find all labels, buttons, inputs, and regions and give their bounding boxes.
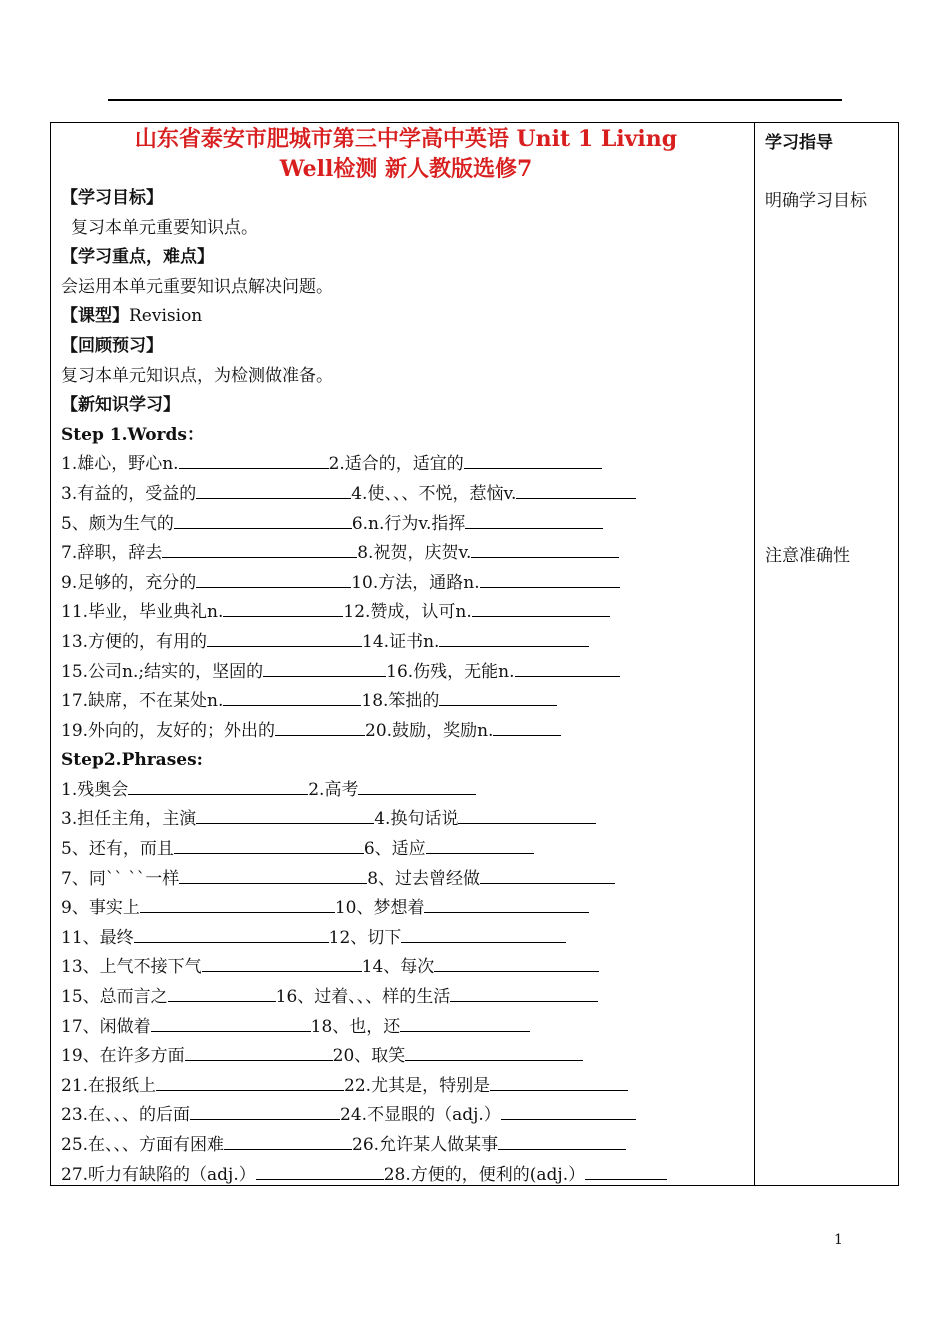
step1-heading: Step 1.Words：	[61, 424, 204, 445]
item-label: 5、还有，而且	[61, 839, 174, 860]
item-label: 27.听力有缺陷的（adj.）	[61, 1164, 256, 1185]
answer-blank[interactable]	[128, 777, 308, 795]
words-item	[61, 598, 751, 628]
title-line-2: Well检测 新人教版选修7	[279, 156, 533, 182]
type-heading: 【课型】	[61, 306, 129, 327]
answer-blank[interactable]	[223, 688, 361, 706]
item-label: 7、同`` ``一样	[61, 868, 180, 889]
words-item	[61, 450, 751, 480]
answer-blank[interactable]	[358, 777, 476, 795]
item-label: 20.鼓励，奖励n.	[365, 720, 494, 741]
answer-blank[interactable]	[156, 1073, 344, 1091]
answer-blank[interactable]	[585, 1162, 667, 1180]
answer-blank[interactable]	[401, 925, 566, 943]
phrases-item	[61, 835, 751, 865]
type-text: Revision	[129, 306, 203, 327]
answer-blank[interactable]	[516, 481, 636, 499]
words-item	[61, 717, 751, 747]
new-heading: 【新知识学习】	[61, 395, 180, 416]
item-label: 12.赞成，认可n.	[343, 602, 472, 623]
item-label: 1.雄心，野心n.	[61, 454, 179, 475]
answer-blank[interactable]	[190, 1102, 340, 1120]
answer-blank[interactable]	[424, 895, 589, 913]
answer-blank[interactable]	[464, 451, 602, 469]
phrases-item	[61, 953, 751, 983]
item-label: 17、闲做着	[61, 1016, 151, 1037]
item-label: 9.足够的，充分的	[61, 572, 197, 593]
answer-blank[interactable]	[196, 806, 374, 824]
sidebar-note-accuracy: 注意准确性	[765, 546, 850, 566]
phrases-item	[61, 1072, 751, 1102]
item-label: 16、过着、、、样的生活	[275, 987, 451, 1008]
answer-blank[interactable]	[223, 599, 343, 617]
answer-blank[interactable]	[501, 1102, 636, 1120]
answer-blank[interactable]	[439, 688, 557, 706]
answer-blank[interactable]	[426, 836, 534, 854]
document-title	[61, 124, 751, 184]
item-label: 8、过去曾经做	[367, 868, 481, 889]
answer-blank[interactable]	[196, 481, 351, 499]
answer-blank[interactable]	[196, 570, 351, 588]
phrases-item	[61, 1161, 751, 1191]
phrases-item	[61, 1131, 751, 1161]
item-label: 10、梦想着	[334, 898, 425, 919]
answer-blank[interactable]	[465, 511, 603, 529]
item-label: 21.在报纸上	[61, 1075, 157, 1096]
goal-heading: 【学习目标】	[61, 188, 163, 208]
item-label: 26.允许某人做某事	[352, 1135, 499, 1155]
answer-blank[interactable]	[439, 629, 589, 647]
answer-blank[interactable]	[458, 806, 596, 824]
words-item	[61, 539, 751, 569]
answer-blank[interactable]	[174, 836, 364, 854]
item-label: 18.笨拙的	[361, 691, 440, 712]
answer-blank[interactable]	[434, 954, 599, 972]
answer-blank[interactable]	[405, 1043, 583, 1061]
phrases-item	[61, 924, 751, 954]
item-label: 23.在、、、的后面	[61, 1105, 191, 1126]
answer-blank[interactable]	[151, 1014, 311, 1032]
title-line-1: 山东省泰安市肥城市第三中学高中英语 Unit 1 Living	[134, 126, 678, 152]
phrases-item	[61, 805, 751, 835]
words-list	[61, 450, 751, 746]
key-text: 会运用本单元重要知识点解决问题。	[61, 276, 333, 297]
phrases-item	[61, 1101, 751, 1131]
answer-blank[interactable]	[179, 451, 329, 469]
answer-blank[interactable]	[134, 925, 329, 943]
answer-blank[interactable]	[498, 1132, 626, 1150]
item-label: 19.外向的，友好的；外出的	[61, 720, 276, 741]
item-label: 14、每次	[361, 957, 435, 978]
step2-heading: Step2.Phrases:	[61, 750, 203, 771]
column-divider	[754, 122, 755, 1186]
answer-blank[interactable]	[179, 866, 367, 884]
answer-blank[interactable]	[224, 1132, 352, 1150]
item-label: 3.有益的，受益的	[61, 483, 197, 504]
phrases-item	[61, 1013, 751, 1043]
answer-blank[interactable]	[140, 895, 335, 913]
item-label: 12、切下	[328, 927, 402, 948]
item-label: 11、最终	[61, 927, 134, 948]
sidebar-note-goal: 明确学习目标	[765, 191, 867, 211]
answer-blank[interactable]	[202, 954, 362, 972]
answer-blank[interactable]	[471, 540, 619, 558]
words-item	[61, 569, 751, 599]
item-label: 24.不显眼的（adj.）	[340, 1105, 501, 1126]
header-rule	[108, 99, 842, 101]
answer-blank[interactable]	[493, 718, 561, 736]
phrases-item	[61, 776, 751, 806]
answer-blank[interactable]	[263, 659, 386, 677]
sidebar-heading: 学习指导	[765, 133, 833, 153]
phrases-item	[61, 865, 751, 895]
item-label: 8.祝贺，庆贺v.	[357, 543, 472, 564]
item-label: 3.担任主角，主演	[61, 809, 197, 830]
answer-blank[interactable]	[275, 718, 365, 736]
words-item	[61, 658, 751, 688]
answer-blank[interactable]	[480, 866, 615, 884]
words-item	[61, 480, 751, 510]
item-label: 7.辞职，辞去	[61, 543, 163, 564]
words-item	[61, 510, 751, 540]
main-column	[61, 124, 751, 1190]
item-label: 13、上气不接下气	[61, 957, 202, 978]
item-label: 22.尤其是，特别是	[344, 1075, 491, 1096]
words-item	[61, 687, 751, 717]
phrases-item	[61, 983, 751, 1013]
item-label: 1.残奥会	[61, 779, 129, 800]
item-label: 15、总而言之	[61, 987, 168, 1008]
answer-blank[interactable]	[207, 629, 362, 647]
item-label: 14.证书n.	[362, 631, 440, 652]
answer-blank[interactable]	[174, 511, 352, 529]
goal-text: 复习本单元重要知识点。	[71, 217, 258, 238]
item-label: 28.方便的，便利的(adj.）	[383, 1164, 586, 1185]
item-label: 5、颇为生气的	[61, 513, 174, 534]
page-number: 1	[834, 1232, 843, 1248]
item-label: 25.在、、、方面有困难	[61, 1135, 225, 1155]
answer-blank[interactable]	[256, 1162, 384, 1180]
answer-blank[interactable]	[162, 540, 357, 558]
item-label: 9、事实上	[61, 898, 140, 919]
key-heading: 【学习重点，难点】	[61, 247, 214, 268]
review-heading: 【回顾预习】	[61, 335, 163, 356]
item-label: 20、取笑	[332, 1046, 406, 1067]
item-label: 2.高考	[308, 779, 359, 800]
answer-blank[interactable]	[168, 984, 276, 1002]
item-label: 16.伤残，无能n.	[386, 661, 515, 682]
item-label: 6、适应	[363, 839, 426, 860]
item-label: 10.方法，通路n.	[351, 572, 480, 593]
item-label: 4.换句话说	[374, 809, 459, 830]
item-label: 19、在许多方面	[61, 1046, 185, 1067]
answer-blank[interactable]	[450, 984, 598, 1002]
words-item	[61, 628, 751, 658]
answer-blank[interactable]	[515, 659, 620, 677]
phrases-item	[61, 894, 751, 924]
item-label: 13.方便的，有用的	[61, 631, 208, 652]
item-label: 17.缺席，不在某处n.	[61, 691, 224, 712]
phrases-list	[61, 776, 751, 1190]
item-label: 4.使、、、不悦，惹恼v.	[351, 483, 517, 504]
item-label: 6.n.行为v.指挥	[351, 513, 466, 534]
item-label: 18、也，还	[310, 1016, 401, 1037]
item-label: 2.适合的，适宜的	[328, 454, 464, 475]
phrases-item	[61, 1042, 751, 1072]
item-label: 15.公司n.;结实的，坚固的	[61, 661, 264, 682]
answer-blank[interactable]	[472, 599, 610, 617]
review-text: 复习本单元知识点，为检测做准备。	[61, 365, 333, 386]
answer-blank[interactable]	[480, 570, 620, 588]
type-line	[61, 302, 751, 332]
answer-blank[interactable]	[400, 1014, 530, 1032]
answer-blank[interactable]	[490, 1073, 628, 1091]
answer-blank[interactable]	[185, 1043, 333, 1061]
item-label: 11.毕业，毕业典礼n.	[61, 602, 224, 623]
